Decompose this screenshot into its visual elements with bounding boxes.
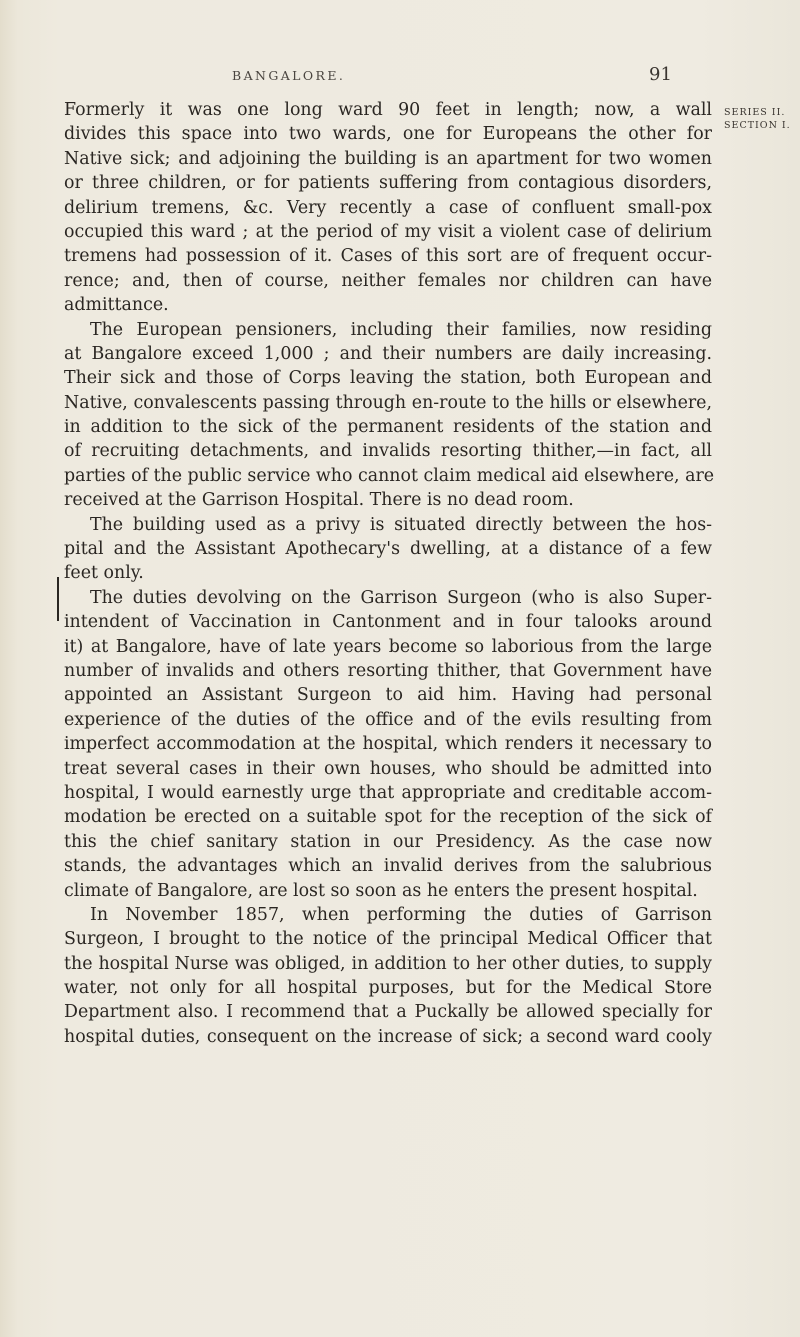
side-note-section: SECTION I. xyxy=(724,120,791,131)
text-line: treat several cases in their own houses, who should be admitted into xyxy=(64,758,712,779)
text-line: water, not only for all hospital purposes, but for the Medical Store xyxy=(64,978,712,999)
text-line: Formerly it was one long ward 90 feet in length; now, a wall xyxy=(64,100,712,120)
text-line: tremens had possession of it. Cases of this sort are of frequent occur- xyxy=(64,246,712,267)
text-line: number of invalids and others resorting thither, that Government have xyxy=(64,660,712,681)
text-line: divides this space into two wards, one for Europeans the other for xyxy=(64,124,712,145)
running-title: BANGALORE. xyxy=(232,68,346,83)
text-line: of recruiting detachments, and invalids resorting thither,—in fact, all xyxy=(64,441,712,462)
text-line: pital and the Assistant Apothecary's dwelling, at a distance of a few xyxy=(64,539,712,560)
text-line: The building used as a privy is situated directly between the hos- xyxy=(90,514,712,535)
text-line: admittance. xyxy=(64,295,169,316)
text-line: received at the Garrison Hospital. There is no dead room. xyxy=(64,490,574,511)
body-text xyxy=(64,98,715,1049)
text-line: occupied this ward ; at the period of my visit a violent case of delirium xyxy=(64,221,712,242)
text-line: experience of the duties of the office and of the evils resulting from xyxy=(64,709,712,730)
text-line: Department also. I recommend that a Puckally be allowed specially for xyxy=(64,1002,712,1023)
text-line: hospital duties, consequent on the increase of sick; a second ward cooly xyxy=(64,1026,712,1047)
text-line: this the chief sanitary station in our Presidency. As the case now xyxy=(64,831,712,852)
text-line: at Bangalore exceed 1,000 ; and their numbers are daily increasing. xyxy=(64,343,712,364)
text-line: stands, the advantages which an invalid derives from the salubrious xyxy=(64,856,712,877)
text-line: hospital, I would earnestly urge that appropriate and creditable accom- xyxy=(64,782,712,803)
margin-mark xyxy=(57,577,59,621)
side-note-series: SERIES II. xyxy=(724,107,786,118)
text-line: the hospital Nurse was obliged, in addition to her other duties, to supply xyxy=(64,953,712,974)
text-line: appointed an Assistant Surgeon to aid him. Having had personal xyxy=(64,685,712,706)
text-line: Surgeon, I brought to the notice of the principal Medical Officer that xyxy=(64,929,712,950)
page-number: 91 xyxy=(649,64,672,85)
text-line: modation be erected on a suitable spot for the reception of the sick of xyxy=(64,807,712,828)
text-line: intendent of Vaccination in Cantonment and in four talooks around xyxy=(64,612,712,633)
text-line: parties of the public service who cannot claim medical aid elsewhere, are xyxy=(64,465,715,486)
text-line: Their sick and those of Corps leaving the station, both European and xyxy=(64,368,712,389)
side-note xyxy=(724,106,798,132)
text-line: The European pensioners, including their families, now residing xyxy=(90,319,712,340)
text-line: delirium tremens, &c. Very recently a case of confluent small-pox xyxy=(64,197,712,218)
text-line: feet only. xyxy=(64,563,144,584)
running-head xyxy=(0,64,800,90)
text-line: in addition to the sick of the permanent residents of the station and xyxy=(64,417,712,438)
text-line: imperfect accommodation at the hospital, which renders it necessary to xyxy=(64,734,712,755)
text-line: or three children, or for patients suffering from contagious disorders, xyxy=(64,173,712,194)
text-line: climate of Bangalore, are lost so soon as he enters the present hospital. xyxy=(64,880,698,901)
text-line: rence; and, then of course, neither females nor children can have xyxy=(64,270,712,291)
text-line: Native sick; and adjoining the building is an apartment for two women xyxy=(64,148,712,169)
text-line: The duties devolving on the Garrison Surgeon (who is also Super- xyxy=(90,587,712,608)
text-line: it) at Bangalore, have of late years become so laborious from the large xyxy=(64,636,712,657)
text-line: Native, convalescents passing through en-route to the hills or elsewhere, xyxy=(64,392,712,413)
text-line: In November 1857, when performing the duties of Garrison xyxy=(90,904,712,925)
